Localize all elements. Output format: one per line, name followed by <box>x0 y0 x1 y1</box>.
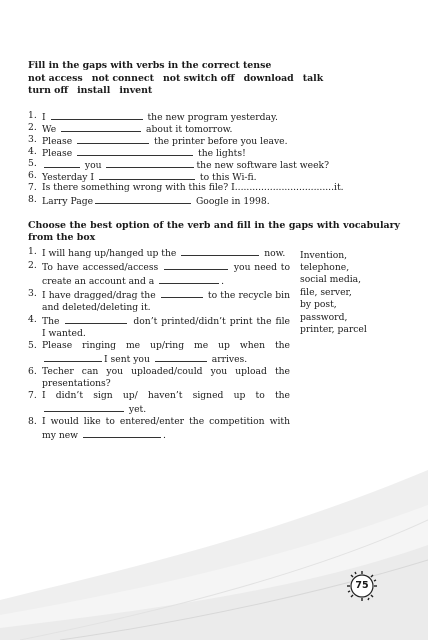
answer-gap[interactable] <box>77 134 149 144</box>
exercise-item <box>28 134 400 146</box>
item-text: I would like to entered/enter the competition with my new <box>42 415 290 441</box>
verb-option: turn off <box>28 85 69 96</box>
item-body <box>42 146 246 158</box>
item-text: arrives. <box>208 353 248 365</box>
exercise-item <box>28 122 400 134</box>
item-number: 1. <box>28 245 37 257</box>
page-number-badge <box>346 570 378 602</box>
exercise-item <box>28 288 290 314</box>
item-text: the new program yesterday. <box>144 111 278 123</box>
item-body <box>42 366 290 390</box>
vocabulary-word: password, <box>300 311 348 323</box>
answer-gap[interactable] <box>99 170 195 180</box>
item-number: 5. <box>28 157 37 169</box>
page-number: 75 <box>355 580 369 591</box>
exercise-2-body <box>28 246 400 442</box>
exercises-content <box>28 60 400 442</box>
item-body <box>42 288 290 314</box>
item-number: 7. <box>28 181 37 193</box>
item-number: 5. <box>28 339 37 351</box>
answer-gap[interactable] <box>77 146 193 156</box>
item-text: to this Wi-fi. <box>196 171 257 183</box>
verb-box <box>28 73 400 98</box>
item-body <box>42 194 270 206</box>
item-text: you <box>82 159 105 171</box>
item-body <box>42 110 278 122</box>
item-number: 3. <box>28 287 37 299</box>
item-text: I didn’t sign up/ haven’t signed up to the <box>42 389 290 401</box>
item-text: Yesterday I <box>42 171 97 183</box>
item-text: I have dragged/drag the <box>42 289 159 301</box>
verb-option: download <box>243 72 294 84</box>
exercise-item <box>28 246 290 260</box>
item-number: 6. <box>28 169 37 181</box>
answer-gap[interactable] <box>95 194 191 204</box>
exercise-item <box>28 170 400 182</box>
item-text: Please <box>42 135 76 147</box>
exercise-1-title: Fill in the gaps with verbs in the correct tense <box>28 60 272 71</box>
exercise-item <box>28 260 290 288</box>
exercise-item <box>28 340 290 366</box>
exercise-item <box>28 314 290 340</box>
verb-option: not access <box>28 72 83 84</box>
item-text: yet. <box>126 403 147 415</box>
verb-option: not connect <box>91 72 154 84</box>
exercise-item <box>28 194 400 206</box>
answer-gap[interactable] <box>44 352 102 362</box>
item-body <box>42 170 257 182</box>
verb-option: install <box>77 85 111 96</box>
vocabulary-box <box>300 250 395 442</box>
item-text: Please <box>42 147 76 159</box>
exercise-2-title: Choose the best option of the verb and fill in the gaps with vocabulary from the box <box>28 219 400 243</box>
answer-gap[interactable] <box>164 260 228 270</box>
item-text: Larry Page <box>42 195 94 207</box>
item-body <box>42 182 344 194</box>
item-text: the new software last week? <box>196 159 329 171</box>
item-text: Techer can you uploaded/could you upload the presentations? <box>42 365 290 389</box>
answer-gap[interactable] <box>51 110 143 120</box>
answer-gap[interactable] <box>161 288 203 298</box>
exercise-item <box>28 416 290 442</box>
item-text: Is there something wrong with this file? I..................................it. <box>42 181 344 193</box>
answer-gap[interactable] <box>155 352 207 362</box>
item-text: . <box>221 275 225 287</box>
item-text: the lights! <box>195 147 246 159</box>
exercise-item <box>28 110 400 122</box>
item-body <box>42 122 232 134</box>
exercise-item <box>28 390 290 416</box>
exercise-item <box>28 146 400 158</box>
exercise-item <box>28 366 290 390</box>
exercise-1-heading <box>28 60 400 98</box>
item-number: 4. <box>28 145 37 157</box>
answer-gap[interactable] <box>44 158 80 168</box>
item-text: you need to create an account and a <box>42 261 290 287</box>
answer-gap[interactable] <box>65 314 127 324</box>
item-number: 8. <box>28 415 37 427</box>
item-text: The <box>42 315 64 327</box>
verb-option: not switch off <box>162 72 235 84</box>
item-text: I sent you <box>104 353 153 365</box>
answer-gap[interactable] <box>181 246 259 256</box>
vocabulary-word: file, server, <box>300 286 352 298</box>
decorative-swoosh-background <box>0 450 428 640</box>
item-number: 6. <box>28 365 37 377</box>
vocabulary-word: telephone, <box>300 261 350 273</box>
item-body <box>42 416 290 442</box>
item-text: to the recycle bin and deleted/deleting it. <box>42 289 290 313</box>
item-text: I will hang up/hanged up the <box>42 247 180 259</box>
answer-gap[interactable] <box>159 274 219 284</box>
answer-gap[interactable] <box>83 428 161 438</box>
item-text: about it tomorrow. <box>143 123 233 135</box>
item-text: Please ringing me up/ring me up when the <box>42 339 290 351</box>
item-text: I <box>42 111 49 123</box>
answer-gap[interactable] <box>106 158 194 168</box>
item-text: . <box>162 429 166 441</box>
vocabulary-word: printer, parcel <box>300 323 367 335</box>
item-number: 7. <box>28 389 37 401</box>
item-number: 4. <box>28 313 37 325</box>
item-number: 3. <box>28 133 37 145</box>
item-text: now. <box>261 247 286 259</box>
exercise-1-list <box>28 110 400 206</box>
item-body <box>42 340 290 366</box>
item-body <box>42 260 290 288</box>
vocabulary-word: social media, <box>300 274 362 286</box>
exercise-item <box>28 158 400 170</box>
item-body <box>42 390 290 416</box>
item-number: 8. <box>28 193 37 205</box>
item-text: the printer before you leave. <box>151 135 288 147</box>
exercise-item <box>28 182 400 194</box>
vocabulary-word: Invention, <box>300 249 348 261</box>
item-body <box>42 246 290 260</box>
item-number: 2. <box>28 121 37 133</box>
item-text: don’t printed/didn’t print the file I wanted. <box>42 315 290 339</box>
item-body <box>42 314 290 340</box>
item-body <box>42 134 288 146</box>
answer-gap[interactable] <box>61 122 141 132</box>
answer-gap[interactable] <box>44 402 124 412</box>
item-body <box>42 158 329 170</box>
item-text: We <box>42 123 60 135</box>
verb-option: talk <box>302 72 324 84</box>
item-number: 1. <box>28 109 37 121</box>
item-number: 2. <box>28 259 37 271</box>
exercise-2-list <box>28 246 290 442</box>
item-text: To have accessed/access <box>42 261 163 273</box>
vocabulary-word: by post, <box>300 299 337 311</box>
verb-option: invent <box>119 85 153 96</box>
item-text: Google in 1998. <box>193 195 270 207</box>
